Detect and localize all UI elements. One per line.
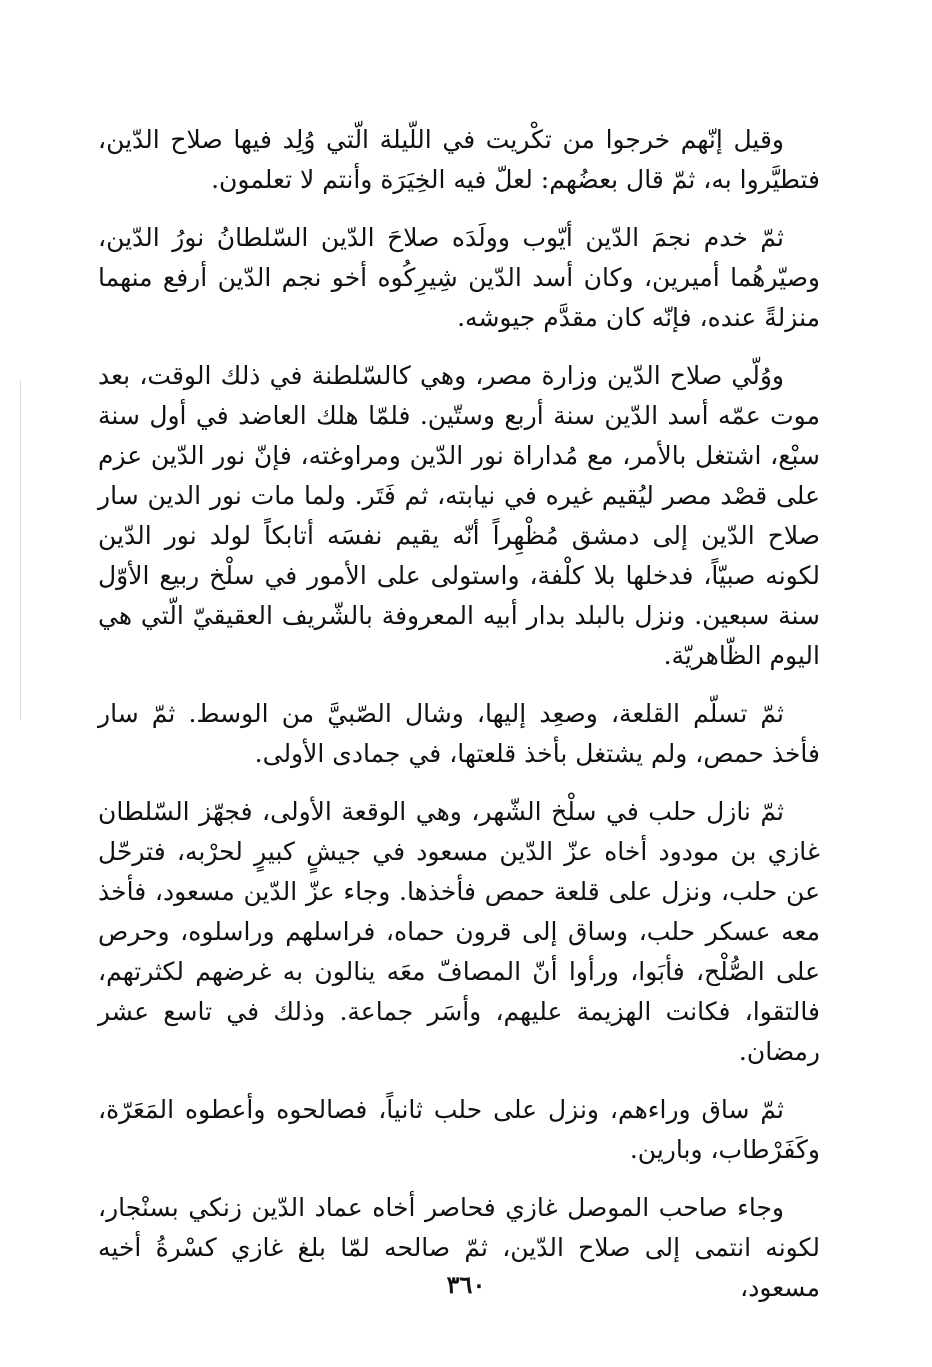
paragraph-2: ثمّ خدم نجمَ الدّين أيّوب وولَدَه صلاحَ الدّين السّلطانُ نورُ الدّين، وصيّرهُما أميرين، وكان أسد الدّين شِيرِكُوه أخو نجم الدّين أرفع منهما منزلةً عنده، فإنّه كان مقدَّم جيوشه. [98, 223, 820, 332]
paragraph-3: ووُلّي صلاح الدّين وزارة مصر، وهي كالسّلطنة في ذلك الوقت، بعد موت عمّه أسد الدّين سنة أربع وستّين. فلمّا هلك العاضد في أول سنة سبْع، اشتغل بالأمر، مع مُداراة نور الدّين ومراوغته، فإنّ نور الدّين عزم على قصْد مصر ليُقيم غيره في نيابته، ثم فَتَر. ولما مات نور الدين سار صلاح الدّين إلى دمشق مُظْهِراً أنّه يقيم نفسَه أتابكاً لولد نور الدّين لكونه صبيّاً، فدخلها بلا كلْفة، واستولى على الأمور في سلْخ ربيع الأوّل سنة سبعين. ونزل بالبلد بدار أبيه المعروفة بالشّريف العقيقيّ الّتي هي اليوم الظّاهريّة. [98, 361, 820, 670]
paragraph-1: وقيل إنّهم خرجوا من تكْريت في اللّيلة الّتي وُلِد فيها صلاح الدّين، فتطيَّروا به، ثمّ قال بعضُهم: لعلّ فيه الخِيَرَة وأنتم لا تعلمون. [98, 125, 820, 194]
paragraph-6: ثمّ ساق وراءهم، ونزل على حلب ثانياً، فصالحوه وأعطوه المَعَرّة، وكَفَرْطاب، وبارين. [98, 1095, 820, 1164]
body-text [98, 120, 820, 1326]
scan-edge-line [20, 380, 21, 720]
page-number: ٣٦٠ [446, 1270, 486, 1299]
paragraph-5: ثمّ نازل حلب في سلْخ الشّهر، وهي الوقعة الأولى، فجهّز السّلطان غازي بن مودود أخاه عزّ الدّين مسعود في جيشٍ كبيرٍ لحرْبه، فترحّل عن حلب، ونزل على قلعة حمص فأخذها. وجاء عزّ الدّين مسعود، فأخذ معه عسكر حلب، وساق إلى قرون حماه، فراسلهم وراسلوه، وحرص على الصُّلْح، فأبَوا، ورأوا أنّ المصافّ معَه ينالون به غرضهم لكثرتهم، فالتقوا، فكانت الهزيمة عليهم، وأسَر جماعة. وذلك في تاسع عشر رمضان. [98, 797, 820, 1066]
paragraph-4: ثمّ تسلّم القلعة، وصعِد إليها، وشال الصّبيَّ من الوسط. ثمّ سار فأخذ حمص، ولم يشتغل بأخذ قلعتها، في جمادى الأولى. [98, 699, 820, 768]
paragraph-7: وجاء صاحب الموصل غازي فحاصر أخاه عماد الدّين زنكي بسنْجار، لكونه انتمى إلى صلاح الدّين، ثمّ صالحه لمّا بلغ غازي كسْرةُ أخيه مسعود، [98, 1193, 820, 1302]
